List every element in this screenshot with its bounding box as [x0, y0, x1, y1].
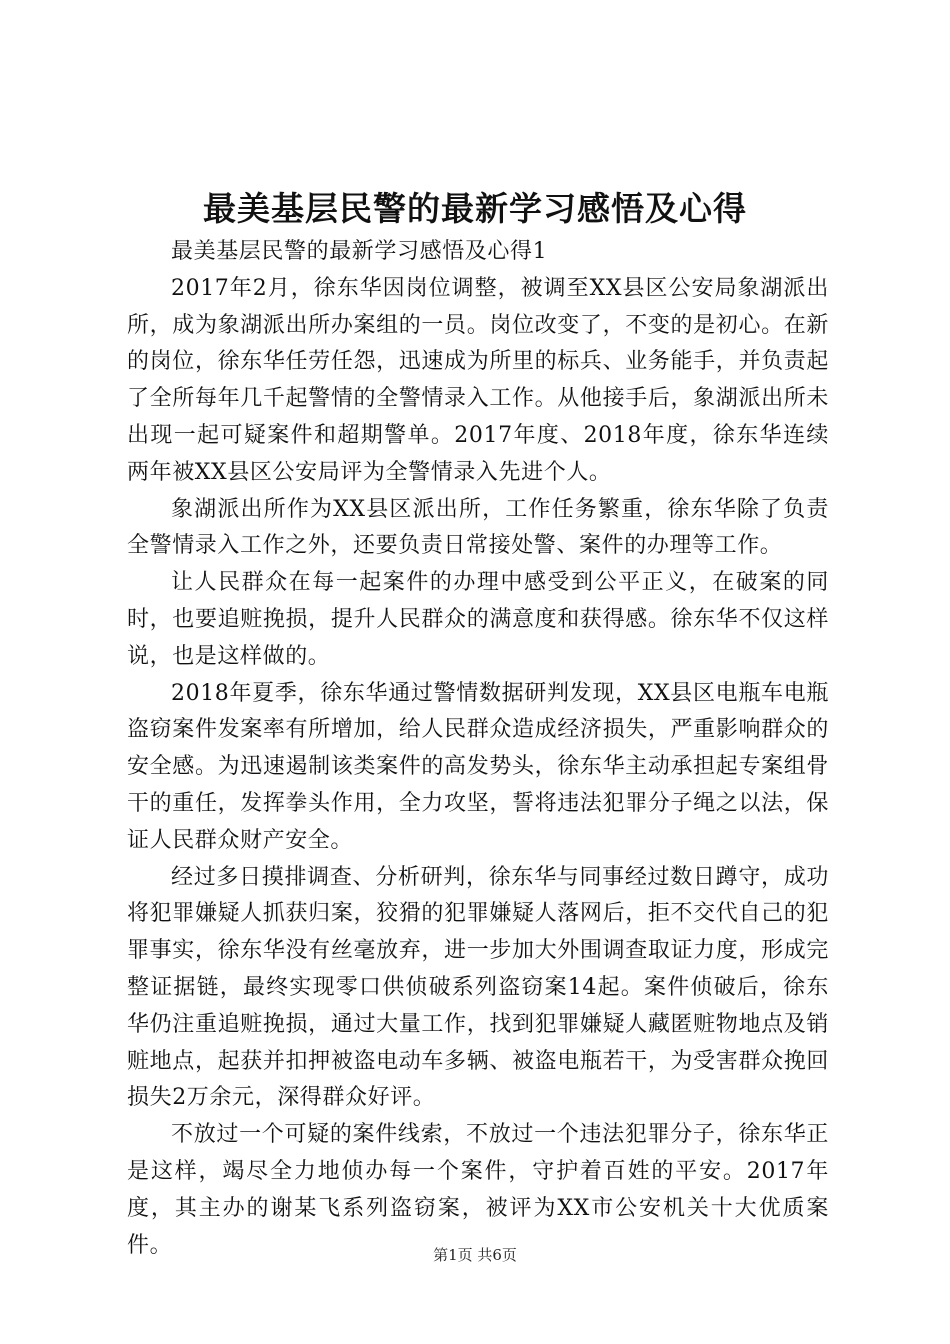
paragraph: 经过多日摸排调查、分析研判，徐东华与同事经过数日蹲守，成功将犯罪嫌疑人抓获归案，狡猾的犯罪嫌疑人落网后，拒不交代自己的犯罪事实，徐东华没有丝毫放弃，进一步加大外围调查取证力度，形成完整证据链，最终实现零口供侦破系列盗窃案14起。案件侦破后，徐东华仍注重追赃挽损，通过大量工作，找到犯罪嫌疑人藏匿赃物地点及销赃地点，起获并扣押被盗电动车多辆、被盗电瓶若干，为受害群众挽回损失2万余元，深得群众好评。	[127, 864, 829, 1111]
paragraph: 不放过一个可疑的案件线索，不放过一个违法犯罪分子，徐东华正是这样，竭尽全力地侦办每一个案件，守护着百姓的平安。2017年度，其主办的谢某飞系列盗窃案，被评为XX市公安机关十大优质案件。	[127, 1122, 829, 1258]
page-footer: 第1页 共6页	[433, 1246, 517, 1264]
paragraph: 象湖派出所作为XX县区派出所，工作任务繁重，徐东华除了负责全警情录入工作之外，还要负责日常接处警、案件的办理等工作。	[127, 496, 829, 559]
document-body	[127, 234, 829, 1264]
paragraph: 2017年2月，徐东华因岗位调整，被调至XX县区公安局象湖派出所，成为象湖派出所办案组的一员。岗位改变了，不变的是初心。在新的岗位，徐东华任劳任怨，迅速成为所里的标兵、业务能手，并负责起了全所每年几千起警情的全警情录入工作。从他接手后，象湖派出所未出现一起可疑案件和超期警单。2017年度、2018年度，徐东华连续两年被XX县区公安局评为全警情录入先进个人。	[127, 275, 829, 485]
paragraph: 2018年夏季，徐东华通过警情数据研判发现，XX县区电瓶车电瓶盗窃案件发案率有所增加，给人民群众造成经济损失，严重影响群众的安全感。为迅速遏制该类案件的高发势头，徐东华主动承担起专案组骨干的重任，发挥拳头作用，全力攻坚，誓将违法犯罪分子绳之以法，保证人民群众财产安全。	[127, 680, 829, 853]
paragraph-subtitle: 最美基层民警的最新学习感悟及心得1	[171, 239, 548, 264]
document-title: 最美基层民警的最新学习感悟及心得	[203, 189, 747, 228]
paragraph: 让人民群众在每一起案件的办理中感受到公平正义，在破案的同时，也要追赃挽损，提升人民群众的满意度和获得感。徐东华不仅这样说，也是这样做的。	[127, 570, 829, 669]
